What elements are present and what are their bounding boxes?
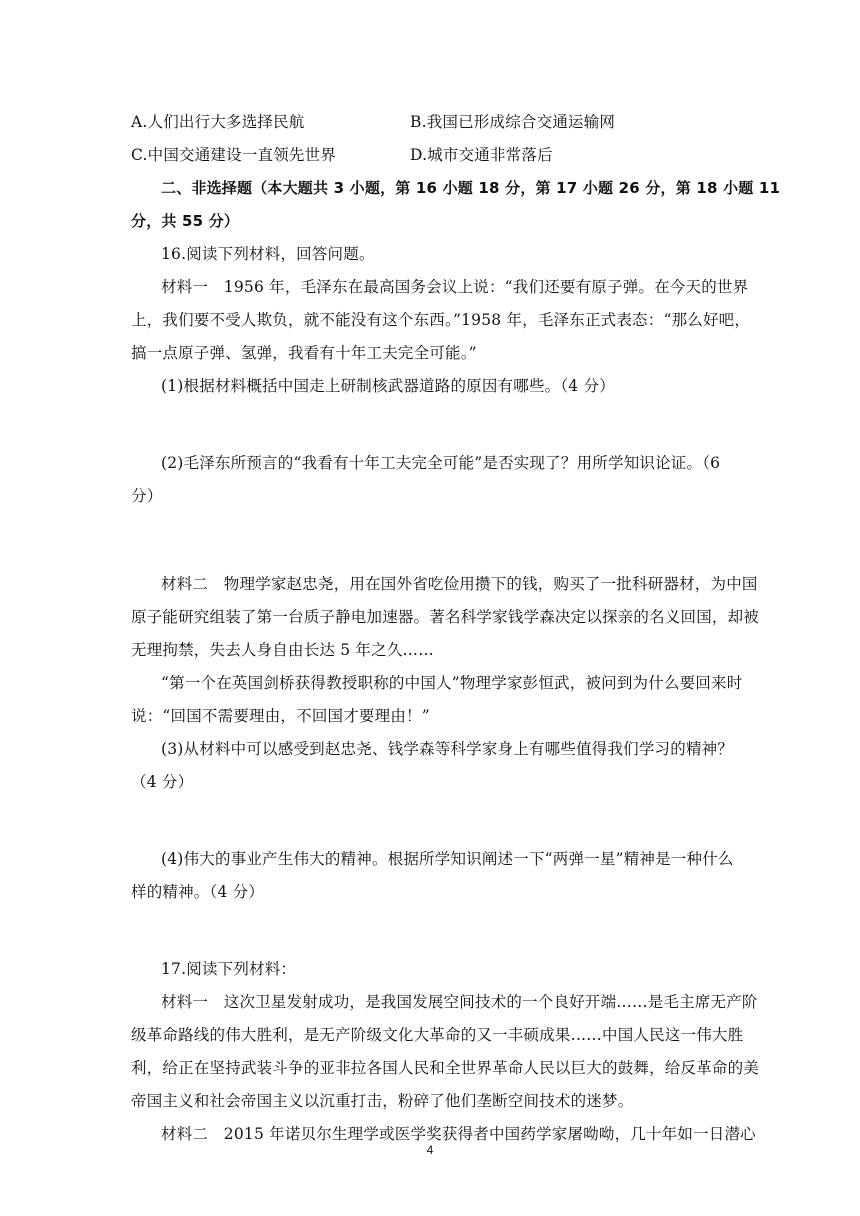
q16-sub4: (4)伟大的事业产生伟大的精神。根据所学知识阐述一下“两弹一星”精神是一种什么: [161, 850, 734, 868]
q17-material1: 利，给正在坚持武装斗争的亚非拉各国人民和全世界革命人民以巨大的鼓舞，给反革命的美: [131, 1059, 760, 1077]
option-b: B.我国已形成综合交通运输网: [410, 113, 616, 131]
q17-material1: 帝国主义和社会帝国主义以沉重打击，粉碎了他们垄断空间技术的迷梦。: [131, 1092, 634, 1110]
option-c: C.中国交通建设一直领先世界: [131, 146, 337, 164]
q16-sub2: (2)毛泽东所预言的“我看有十年工夫完全可能”是否实现了？用所学知识论证。（6: [161, 454, 721, 472]
q16-material2: 原子能研究组装了第一台质子静电加速器。著名科学家钱学森决定以探亲的名义回国，却被: [131, 608, 760, 626]
q17-material2: 材料二 2015 年诺贝尔生理学或医学奖获得者中国药学家屠呦呦，几十年如一日潜心: [161, 1125, 756, 1143]
option-a: A.人们出行大多选择民航: [131, 113, 305, 131]
q16-material2: “第一个在英国剑桥获得教授职称的中国人”物理学家彭恒武，被问到为什么要回来时: [161, 674, 743, 692]
q16-material2: 材料二 物理学家赵忠尧，用在国外省吃俭用攒下的钱，购买了一批科研器材，为中国: [161, 575, 758, 593]
q17-material1: 材料一 这次卫星发射成功，是我国发展空间技术的一个良好开端……是毛主席无产阶: [161, 993, 758, 1011]
q16-sub2-cont: 分）: [131, 487, 163, 505]
q17-material1: 级革命路线的伟大胜利，是无产阶级文化大革命的又一丰硕成果……中国人民这一伟大胜: [131, 1026, 744, 1044]
page-number: 4: [426, 1143, 434, 1157]
q16-material1: 上，我们要不受人欺负，就不能没有这个东西。”1958 年，毛泽东正式表态：“那么好吧，: [131, 311, 751, 329]
q16-material2: 说：“回国不需要理由，不回国才要理由！”: [131, 707, 430, 725]
q16-sub1: (1)根据材料概括中国走上研制核武器道路的原因有哪些。（4 分）: [161, 377, 615, 395]
q16-sub3: (3)从材料中可以感受到赵忠尧、钱学森等科学家身上有哪些值得我们学习的精神？: [161, 740, 734, 758]
q16-material2: 无理拘禁，失去人身自由长达 5 年之久……: [131, 641, 434, 659]
option-d: D.城市交通非常落后: [410, 146, 553, 164]
section-heading-cont: 分，共 55 分）: [131, 212, 240, 230]
q16-sub4-cont: 样的精神。（4 分）: [131, 883, 265, 901]
q16-sub3-cont: （4 分）: [131, 773, 194, 791]
q17-title: 17.阅读下列材料：: [161, 960, 297, 978]
section-heading: 二、非选择题（本大题共 3 小题，第 16 小题 18 分，第 17 小题 26 分，第 18 小题 11: [161, 179, 781, 197]
q16-title: 16.阅读下列材料，回答问题。: [161, 245, 375, 263]
q16-material1: 搞一点原子弹、氢弹，我看有十年工夫完全可能。”: [131, 344, 477, 362]
q16-material1: 材料一 1956 年，毛泽东在最高国务会议上说：“我们还要有原子弹。在今天的世界: [161, 278, 749, 296]
